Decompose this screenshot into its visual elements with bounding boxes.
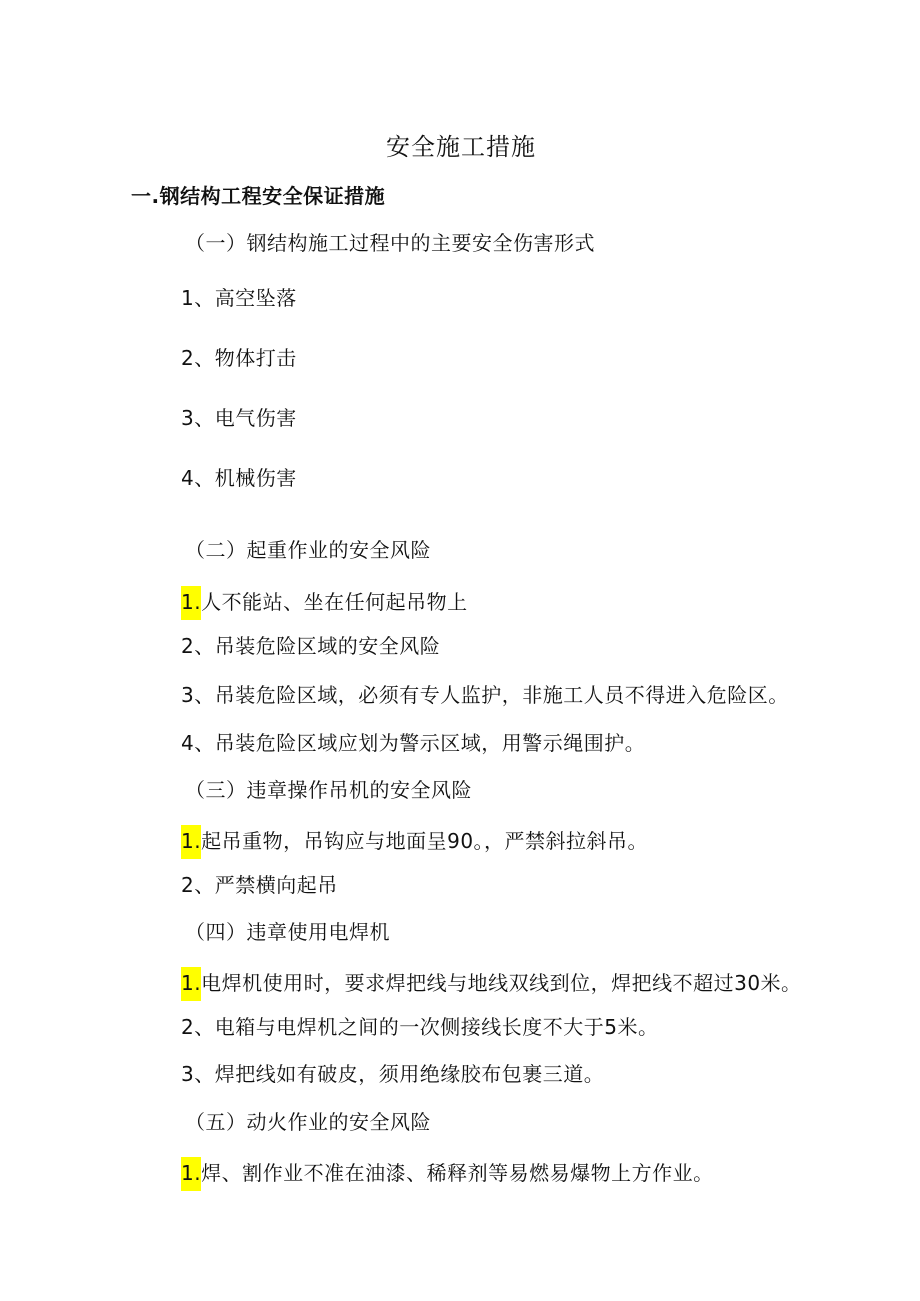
highlighted-number: 1. xyxy=(181,1157,201,1191)
subsection-heading-5: （五）动火作业的安全风险 xyxy=(185,1110,431,1134)
highlighted-number: 1. xyxy=(181,825,201,859)
subsection-heading-3: （三）违章操作吊机的安全风险 xyxy=(185,778,472,802)
list-item-text: 电焊机使用时，要求焊把线与地线双线到位，焊把线不超过30米。 xyxy=(201,971,802,995)
list-item: 2、电箱与电焊机之间的一次侧接线长度不大于5米。 xyxy=(181,1015,659,1039)
list-item: 2、物体打击 xyxy=(181,346,297,370)
list-item: 3、焊把线如有破皮，须用绝缘胶布包裹三道。 xyxy=(181,1062,605,1086)
section-heading: 一.钢结构工程安全保证措施 xyxy=(131,184,386,208)
list-item-highlighted xyxy=(181,1157,714,1191)
list-item-highlighted xyxy=(181,586,468,620)
list-item: 4、机械伤害 xyxy=(181,466,297,490)
document-title: 安全施工措施 xyxy=(386,133,536,161)
list-item-text: 焊、割作业不准在油漆、稀释剂等易燃易爆物上方作业。 xyxy=(201,1161,714,1185)
subsection-heading-4: （四）违章使用电焊机 xyxy=(185,920,390,944)
subsection-heading-1: （一）钢结构施工过程中的主要安全伤害形式 xyxy=(185,231,595,255)
highlighted-number: 1. xyxy=(181,967,201,1001)
list-item: 2、吊装危险区域的安全风险 xyxy=(181,634,441,658)
list-item-text: 起吊重物，吊钩应与地面呈90。，严禁斜拉斜吊。 xyxy=(201,829,649,853)
highlighted-number: 1. xyxy=(181,586,201,620)
list-item: 3、吊装危险区域，必须有专人监护，非施工人员不得进入危险区。 xyxy=(181,683,789,707)
list-item-highlighted xyxy=(181,967,802,1001)
list-item: 1、高空坠落 xyxy=(181,286,297,310)
list-item-highlighted xyxy=(181,825,648,859)
subsection-heading-2: （二）起重作业的安全风险 xyxy=(185,538,431,562)
list-item: 4、吊装危险区域应划为警示区域，用警示绳围护。 xyxy=(181,731,646,755)
list-item-text: 人不能站、坐在任何起吊物上 xyxy=(201,590,468,614)
list-item: 2、严禁横向起吊 xyxy=(181,873,338,897)
list-item: 3、电气伤害 xyxy=(181,406,297,430)
